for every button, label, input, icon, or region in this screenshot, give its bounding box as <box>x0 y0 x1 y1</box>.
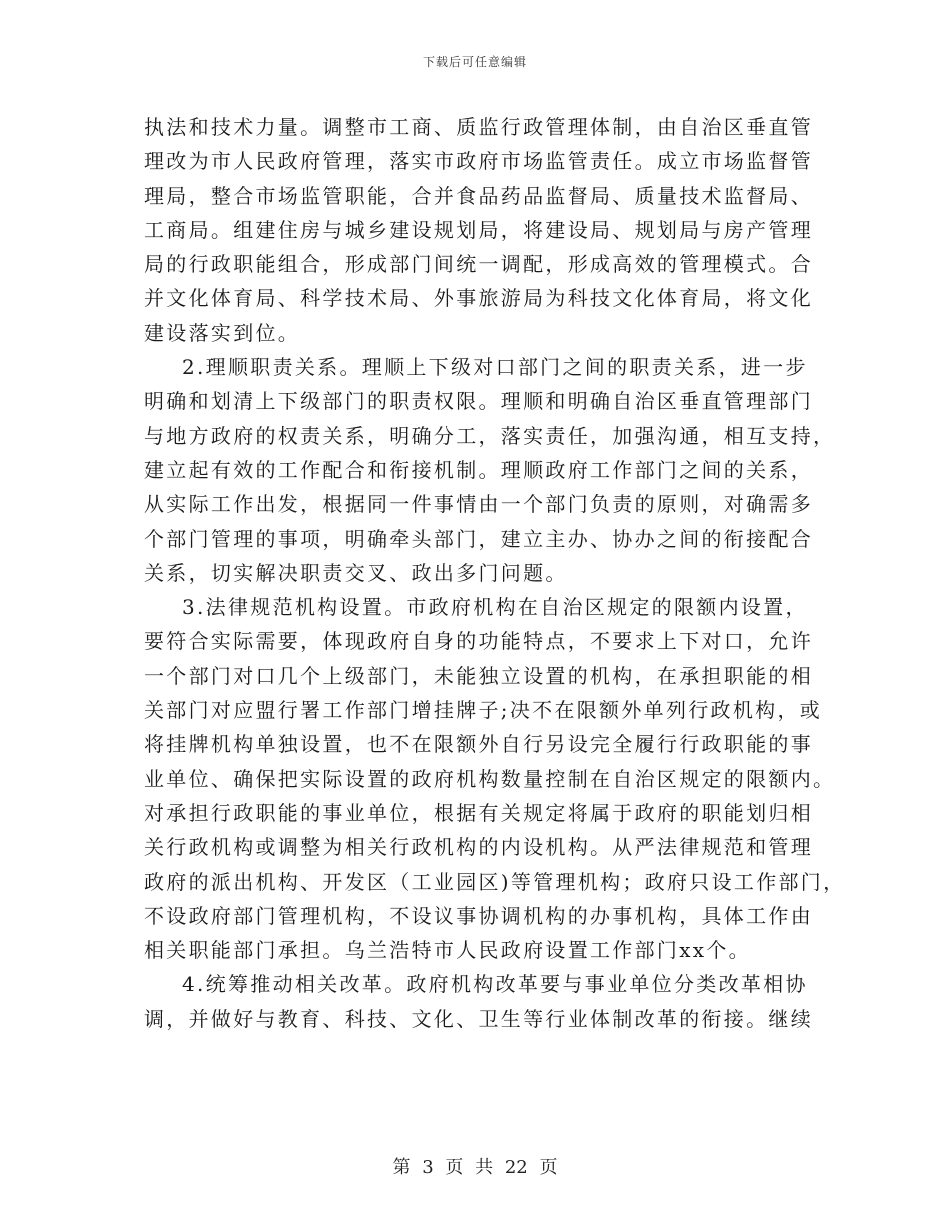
text-line: 执法和技术力量。调整市工商、质监行政管理体制，由自治区垂直管 <box>144 115 813 139</box>
text-line: 政府的派出机构、开发区（工业园区)等管理机构；政府只设工作部门， <box>144 869 846 894</box>
text-line: 关系，切实解决职责交叉、政出多门问题。 <box>144 560 568 585</box>
text-line: 与地方政府的权责关系，明确分工，落实责任，加强沟通，相互支持， <box>144 423 836 448</box>
text-line: 并文化体育局、科学技术局、外事旅游局为科技文化体育局，将文化 <box>144 286 813 311</box>
text-line: 对承担行政职能的事业单位，根据有关规定将属于政府的职能划归相 <box>144 800 813 825</box>
text-line: 局的行政职能组合，形成部门间统一调配，形成高效的管理模式。合 <box>144 252 813 277</box>
text-line: 个部门管理的事项，明确牵头部门，建立主办、协办之间的衔接配合 <box>144 526 813 551</box>
text-line: 关行政机构或调整为相关行政机构的内设机构。从严法律规范和管理 <box>144 835 813 860</box>
page-header: 下载后可任意编辑 <box>422 55 527 69</box>
text-line: 一个部门对口几个上级部门，未能独立设置的机构，在承担职能的相 <box>144 663 813 688</box>
text-line: 从实际工作出发，根据同一件事情由一个部门负责的原则，对确需多 <box>144 492 813 517</box>
text-line: 理局，整合市场监管职能，合并食品药品监督局、质量技术监督局、 <box>144 183 813 208</box>
text-line: 建立起有效的工作配合和衔接机制。理顺政府工作部门之间的关系， <box>144 457 813 482</box>
text-line: 明确和划清上下级部门的职责权限。理顺和明确自治区垂直管理部门 <box>144 389 813 414</box>
text-line: 关部门对应盟行署工作部门增挂牌子;决不在限额外单列行政机构，或 <box>144 698 823 723</box>
paragraph-2-start: 2.理顺职责关系。理顺上下级对口部门之间的职责关系，进一步 <box>182 355 808 380</box>
page-number-footer: 第 3 页 共 22 页 <box>392 1157 558 1178</box>
text-line: 工商局。组建住房与城乡建设规划局，将建设局、规划局与房产管理 <box>144 217 813 242</box>
text-line: 要符合实际需要，体现政府自身的功能特点，不要求上下对口，允许 <box>144 629 813 654</box>
text-line: 理改为市人民政府管理，落实市政府市场监管责任。成立市场监督管 <box>144 149 813 174</box>
text-line: 业单位、确保把实际设置的政府机构数量控制在自治区规定的限额内。 <box>144 766 836 791</box>
text-line: 相关职能部门承担。乌兰浩特市人民政府设置工作部门xx个。 <box>144 938 751 963</box>
document-body <box>144 110 846 1036</box>
paragraph-3-start: 3.法律规范机构设置。市政府机构在自治区规定的限额内设置， <box>182 595 808 620</box>
paragraph-4-start: 4.统筹推动相关改革。政府机构改革要与事业单位分类改革相协 <box>182 972 808 997</box>
text-line: 将挂牌机构单独设置，也不在限额外自行另设完全履行行政职能的事 <box>144 732 813 757</box>
text-line: 建设落实到位。 <box>144 320 301 345</box>
text-line: 调，并做好与教育、科技、文化、卫生等行业体制改革的衔接。继续 <box>144 1006 813 1031</box>
text-line: 不设政府部门管理机构，不设议事协调机构的办事机构，具体工作由 <box>144 903 813 928</box>
